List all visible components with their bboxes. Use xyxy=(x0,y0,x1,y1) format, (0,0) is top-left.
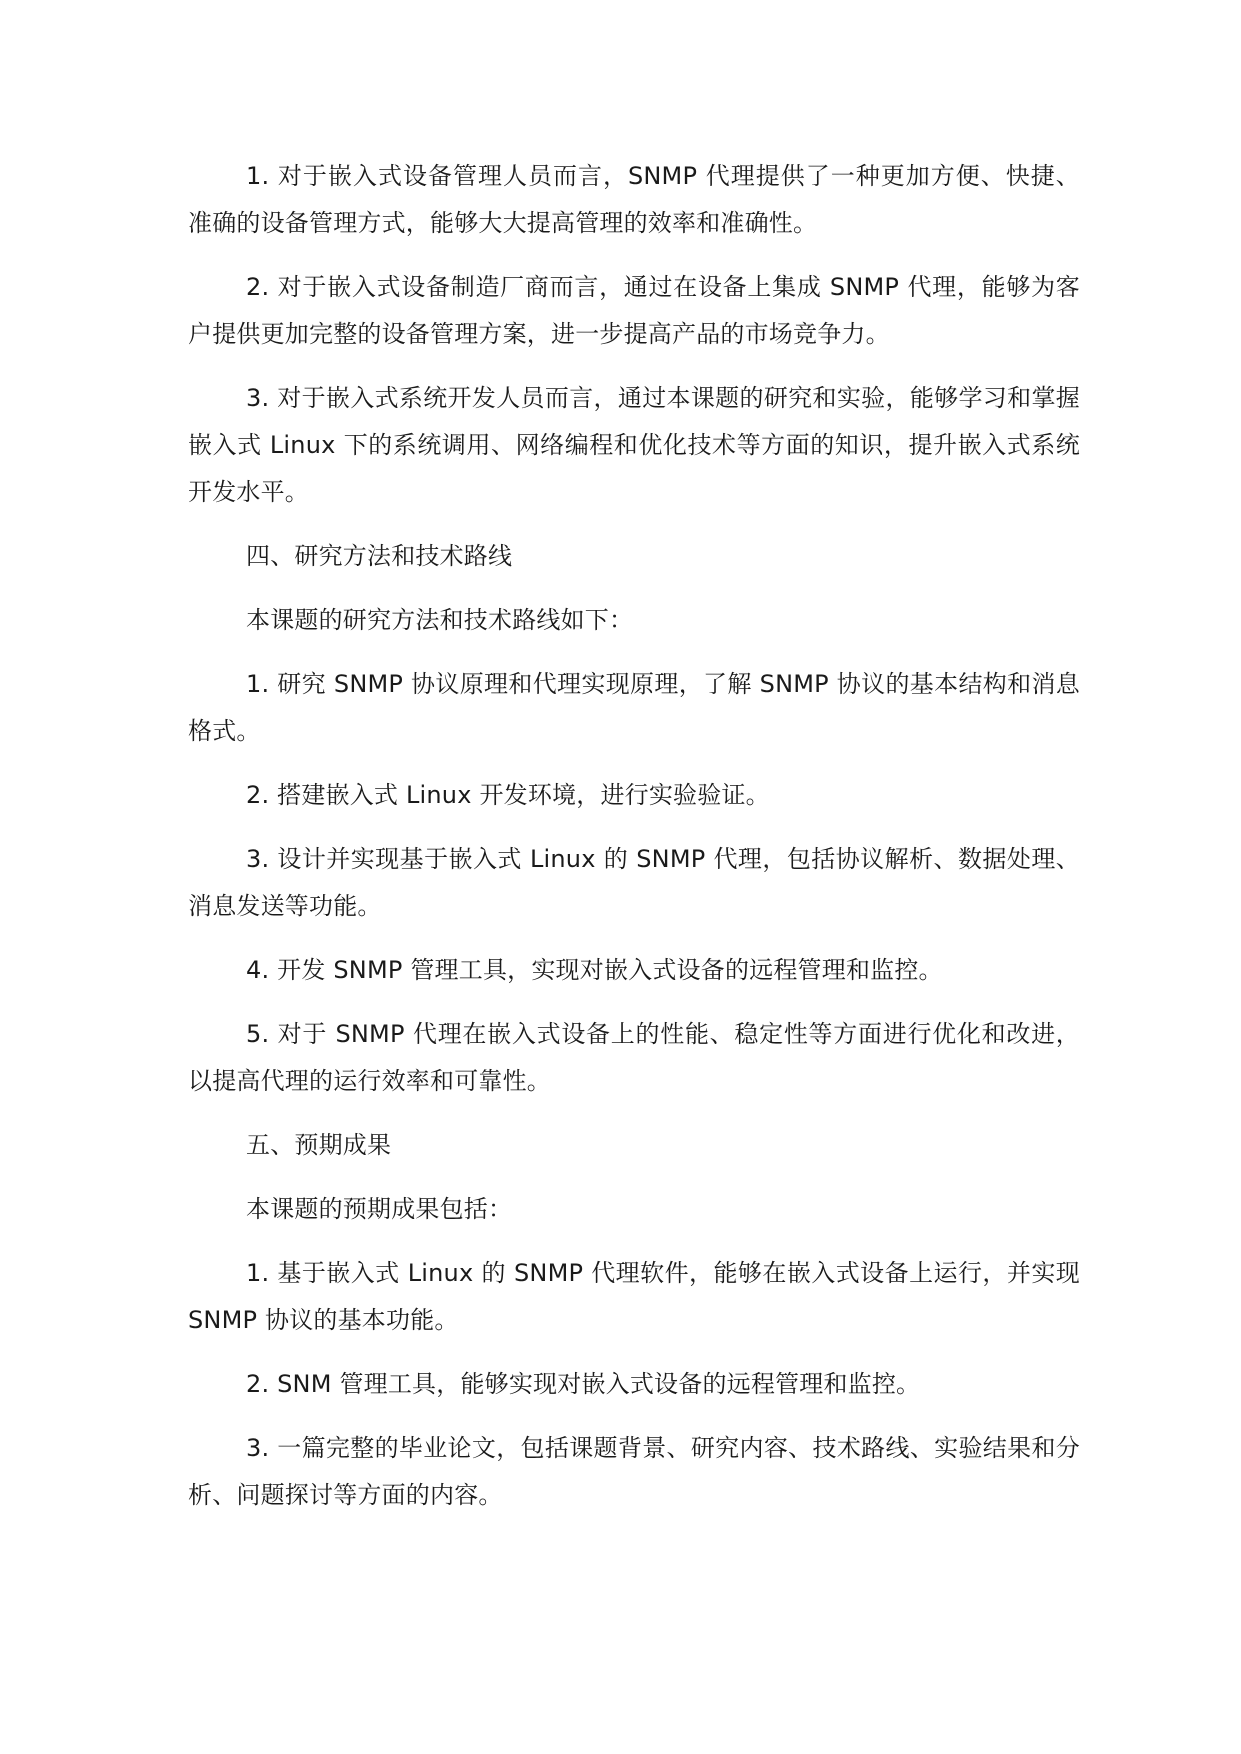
result-item-2: 2. SNM 管理工具，能够实现对嵌入式设备的远程管理和监控。 xyxy=(246,1370,921,1398)
document-body xyxy=(188,153,1080,1536)
section-heading-research-methods: 四、研究方法和技术路线 xyxy=(246,542,513,570)
benefit-paragraph-2: 2. 对于嵌入式设备制造厂商而言，通过在设备上集成 SNMP 代理，能够为客户提供更加完整的设备管理方案，进一步提高产品的市场竞争力。 xyxy=(188,273,1080,348)
result-item-3: 3. 一篇完整的毕业论文，包括课题背景、研究内容、技术路线、实验结果和分析、问题探讨等方面的内容。 xyxy=(188,1434,1080,1509)
section-intro-expected-results: 本课题的预期成果包括： xyxy=(246,1195,513,1223)
result-item-1: 1. 基于嵌入式 Linux 的 SNMP 代理软件，能够在嵌入式设备上运行，并实现 SNMP 协议的基本功能。 xyxy=(188,1259,1080,1334)
method-item-3: 3. 设计并实现基于嵌入式 Linux 的 SNMP 代理，包括协议解析、数据处理、消息发送等功能。 xyxy=(188,845,1080,920)
section-intro-research-methods: 本课题的研究方法和技术路线如下： xyxy=(246,606,634,634)
benefit-paragraph-3: 3. 对于嵌入式系统开发人员而言，通过本课题的研究和实验，能够学习和掌握嵌入式 Linux 下的系统调用、网络编程和优化技术等方面的知识，提升嵌入式系统开发水平。 xyxy=(188,384,1080,506)
method-item-4: 4. 开发 SNMP 管理工具，实现对嵌入式设备的远程管理和监控。 xyxy=(246,956,943,984)
benefit-paragraph-1: 1. 对于嵌入式设备管理人员而言，SNMP 代理提供了一种更加方便、快捷、准确的设备管理方式，能够大大提高管理的效率和准确性。 xyxy=(188,162,1080,237)
section-heading-expected-results: 五、预期成果 xyxy=(246,1131,392,1159)
method-item-5: 5. 对于 SNMP 代理在嵌入式设备上的性能、稳定性等方面进行优化和改进，以提高代理的运行效率和可靠性。 xyxy=(188,1020,1080,1095)
method-item-1: 1. 研究 SNMP 协议原理和代理实现原理，了解 SNMP 协议的基本结构和消息格式。 xyxy=(188,670,1080,745)
method-item-2: 2. 搭建嵌入式 Linux 开发环境，进行实验验证。 xyxy=(246,781,770,809)
